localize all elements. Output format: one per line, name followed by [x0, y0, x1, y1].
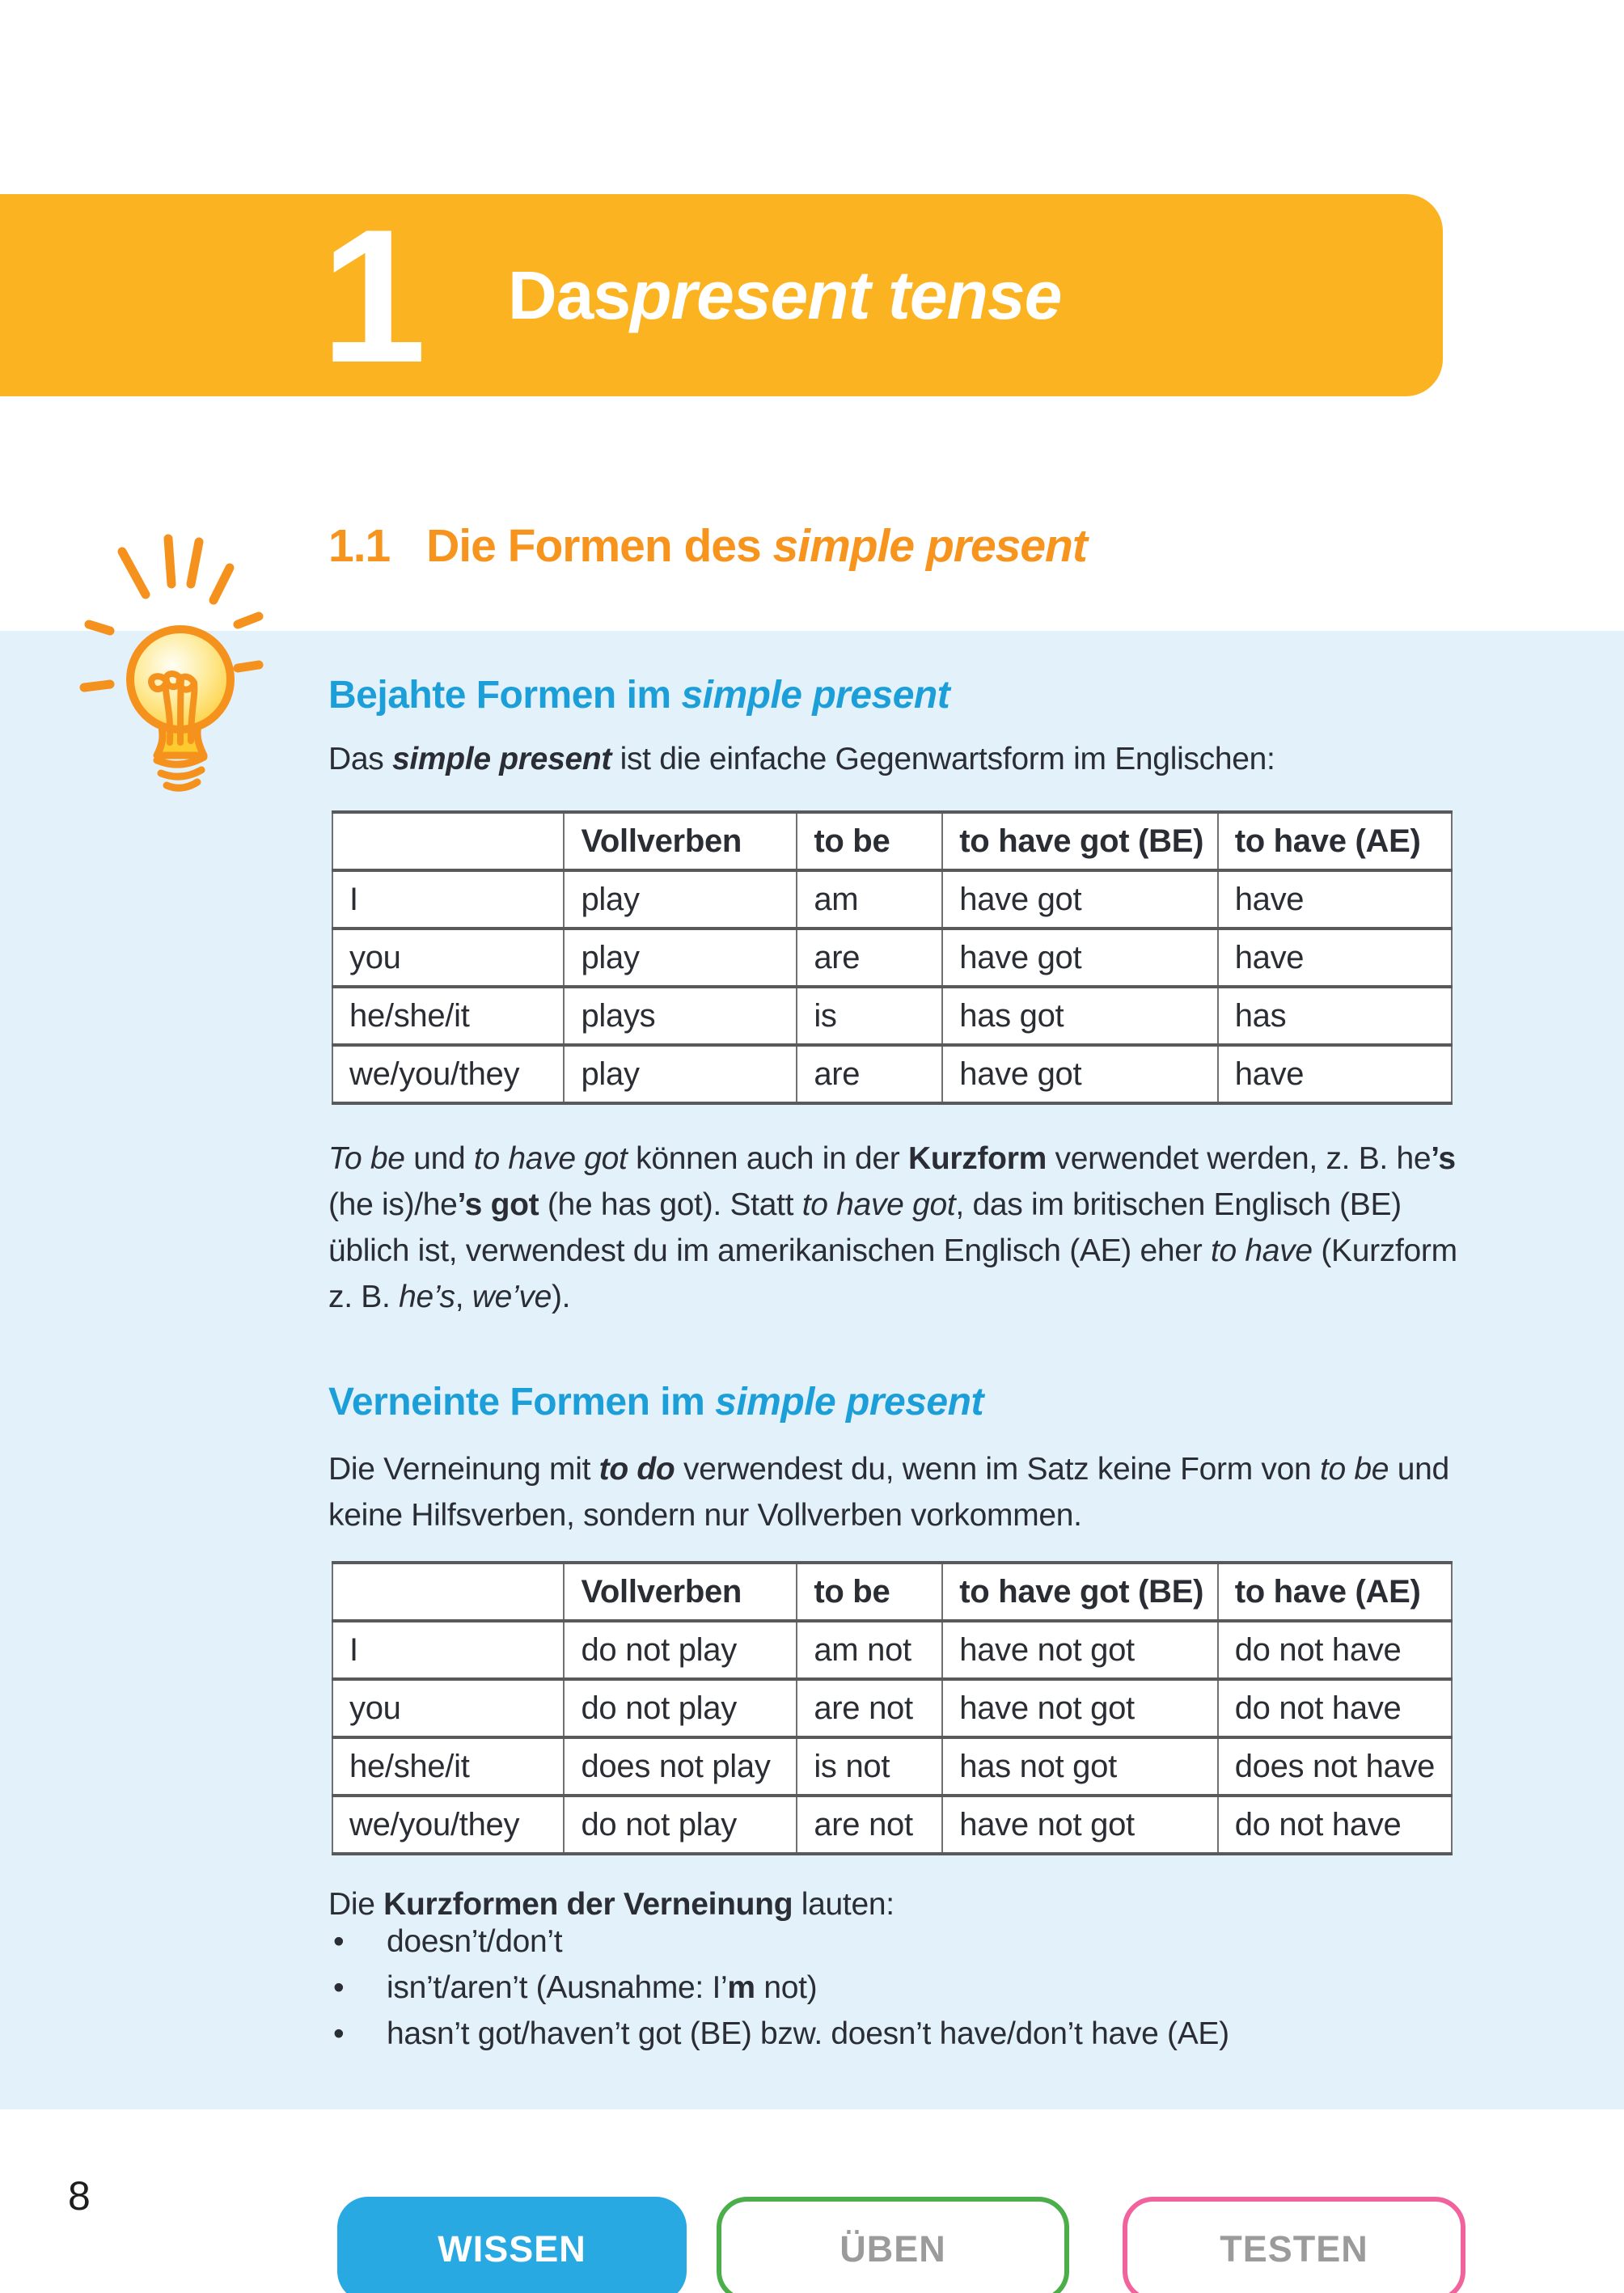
text-segment: können auch in der: [627, 1141, 909, 1176]
text-segment: Kurzform: [908, 1141, 1047, 1176]
table-header-row: [332, 812, 1452, 870]
text-segment: lauten:: [793, 1887, 894, 1922]
text-segment: (Kurzform z. B.: [328, 1233, 1457, 1314]
paragraph-affirmative-intro: [328, 736, 1477, 782]
text-segment: we’ve: [472, 1280, 552, 1314]
table-cell: do not have: [1218, 1621, 1452, 1679]
table-row: [332, 987, 1452, 1045]
table-cell: play: [564, 1045, 797, 1103]
table-header-cell: Vollverben: [564, 812, 797, 870]
text-segment: hasn’t got/haven’t got (BE) bzw. doesn’t have/don’t have (AE): [387, 2016, 1229, 2051]
table-cell: are not: [797, 1796, 942, 1854]
table-header-row: [332, 1563, 1452, 1621]
table-cell: have not got: [942, 1679, 1217, 1737]
subheading-text: Bejahte Formen im: [328, 674, 682, 717]
table-header-cell: to be: [797, 1563, 942, 1621]
table-row: [332, 1679, 1452, 1737]
table-cell: does not have: [1218, 1737, 1452, 1796]
text-segment: Die: [328, 1887, 384, 1922]
text-segment: to have got: [801, 1187, 956, 1222]
table-cell: does not play: [564, 1737, 797, 1796]
list-item: [328, 1919, 1229, 1965]
subheading-affirmative: [328, 673, 949, 717]
table-cell: have got: [942, 870, 1217, 929]
text-segment: isn’t/aren’t (Ausnahme: I’: [387, 1970, 728, 2005]
table-cell: has got: [942, 987, 1217, 1045]
list-item: [328, 2011, 1229, 2057]
text-segment: (he is)/he: [328, 1187, 458, 1222]
table-negation-forms: [332, 1561, 1453, 1855]
text-segment: Die Verneinung mit: [328, 1452, 599, 1487]
text-segment: ,: [455, 1280, 472, 1314]
text-segment: m: [727, 1970, 755, 2005]
table-cell: is not: [797, 1737, 942, 1796]
table-cell: play: [564, 929, 797, 987]
chapter-title-italic: present tense: [630, 256, 1062, 333]
text-segment: to have: [1210, 1233, 1313, 1268]
table-cell: have: [1218, 870, 1452, 929]
table-cell: are: [797, 1045, 942, 1103]
text-segment: ’s: [1431, 1141, 1456, 1176]
text-segment: To be: [328, 1141, 405, 1176]
table-cell: is: [797, 987, 942, 1045]
table-cell: he/she/it: [332, 1737, 564, 1796]
page-number: 8: [68, 2173, 91, 2219]
table-cell: do not play: [564, 1621, 797, 1679]
table-header-cell: to be: [797, 812, 942, 870]
text-segment: ’s got: [457, 1187, 539, 1222]
table-cell: do not have: [1218, 1679, 1452, 1737]
table-cell: you: [332, 1679, 564, 1737]
table-row: [332, 870, 1452, 929]
table-cell: have not got: [942, 1621, 1217, 1679]
text-segment: Das: [328, 742, 392, 776]
table-cell: am: [797, 870, 942, 929]
paragraph-negation-intro: [328, 1446, 1477, 1538]
text-segment: not): [755, 1970, 818, 2005]
section-heading: [328, 519, 1087, 573]
subheading-text: Verneinte Formen im: [328, 1381, 716, 1424]
table-row: [332, 1737, 1452, 1796]
ueben-button[interactable]: ÜBEN: [717, 2197, 1069, 2293]
paragraph-kurzform-note: [328, 1136, 1477, 1320]
table-cell: do not play: [564, 1679, 797, 1737]
table-cell: do not have: [1218, 1796, 1452, 1854]
testen-button[interactable]: TESTEN: [1123, 2197, 1465, 2293]
table-row: [332, 1045, 1452, 1103]
table-cell: are not: [797, 1679, 942, 1737]
table-cell: we/you/they: [332, 1796, 564, 1854]
section-number: 1.1: [328, 520, 391, 572]
text-segment: verwendest du, wenn im Satz keine Form von: [675, 1452, 1320, 1487]
text-segment: und keine Hilfsverben, sondern nur Vollverben vorkommen.: [328, 1452, 1449, 1533]
text-segment: und: [404, 1141, 474, 1176]
text-segment: (he has got). Statt: [539, 1187, 802, 1222]
subheading-italic: simple present: [715, 1381, 983, 1424]
table-cell: he/she/it: [332, 987, 564, 1045]
chapter-number: 1: [320, 188, 427, 402]
table-cell: has: [1218, 987, 1452, 1045]
text-segment: to be: [1319, 1452, 1389, 1487]
subheading-italic: simple present: [681, 674, 950, 717]
table-cell: we/you/they: [332, 1045, 564, 1103]
table-cell: you: [332, 929, 564, 987]
table-affirmative-forms: [332, 810, 1453, 1105]
table-header-cell: to have (AE): [1218, 812, 1452, 870]
text-segment: ).: [552, 1280, 571, 1314]
text-segment: simple present: [392, 742, 612, 776]
table-row: [332, 1621, 1452, 1679]
table-cell: do not play: [564, 1796, 797, 1854]
table-header-cell: to have got (BE): [942, 812, 1217, 870]
table-header-cell: Vollverben: [564, 1563, 797, 1621]
table-cell: have: [1218, 1045, 1452, 1103]
table-cell: play: [564, 870, 797, 929]
list-item: [328, 1965, 1229, 2011]
subheading-negation: [328, 1380, 983, 1424]
table-header-cell: to have got (BE): [942, 1563, 1217, 1621]
section-title-text: Die Formen des: [426, 520, 773, 572]
text-segment: , das im britischen Englisch (BE) üblich ist, verwendest du im amerikanischen Englisch (AE) eher: [328, 1187, 1402, 1268]
table-cell: have: [1218, 929, 1452, 987]
table-header-cell: to have (AE): [1218, 1563, 1452, 1621]
table-cell: am not: [797, 1621, 942, 1679]
list-kurzformen: [328, 1919, 1229, 2057]
table-cell: I: [332, 1621, 564, 1679]
text-segment: doesn’t/don’t: [387, 1924, 563, 1959]
table-cell: are: [797, 929, 942, 987]
text-segment: to have got: [473, 1141, 628, 1176]
text-segment: ist die einfache Gegenwartsform im Englischen:: [611, 742, 1275, 776]
text-segment: Kurzformen der Verneinung: [383, 1887, 793, 1922]
chapter-title-text: Das: [508, 256, 631, 333]
text-segment: to do: [598, 1452, 675, 1487]
table-cell: has not got: [942, 1737, 1217, 1796]
wissen-button[interactable]: WISSEN: [337, 2197, 687, 2293]
table-header-cell: [332, 1563, 564, 1621]
text-segment: he’s: [399, 1280, 455, 1314]
lightbulb-icon: [71, 534, 273, 801]
table-cell: have got: [942, 929, 1217, 987]
table-cell: plays: [564, 987, 797, 1045]
table-cell: have not got: [942, 1796, 1217, 1854]
table-cell: have got: [942, 1045, 1217, 1103]
table-row: [332, 929, 1452, 987]
table-header-cell: [332, 812, 564, 870]
chapter-title: [508, 194, 1061, 396]
lightbulb-illustration: [71, 534, 273, 801]
table-row: [332, 1796, 1452, 1854]
table-cell: I: [332, 870, 564, 929]
section-title-italic: simple present: [772, 520, 1087, 572]
text-segment: verwendet werden, z. B. he: [1046, 1141, 1432, 1176]
